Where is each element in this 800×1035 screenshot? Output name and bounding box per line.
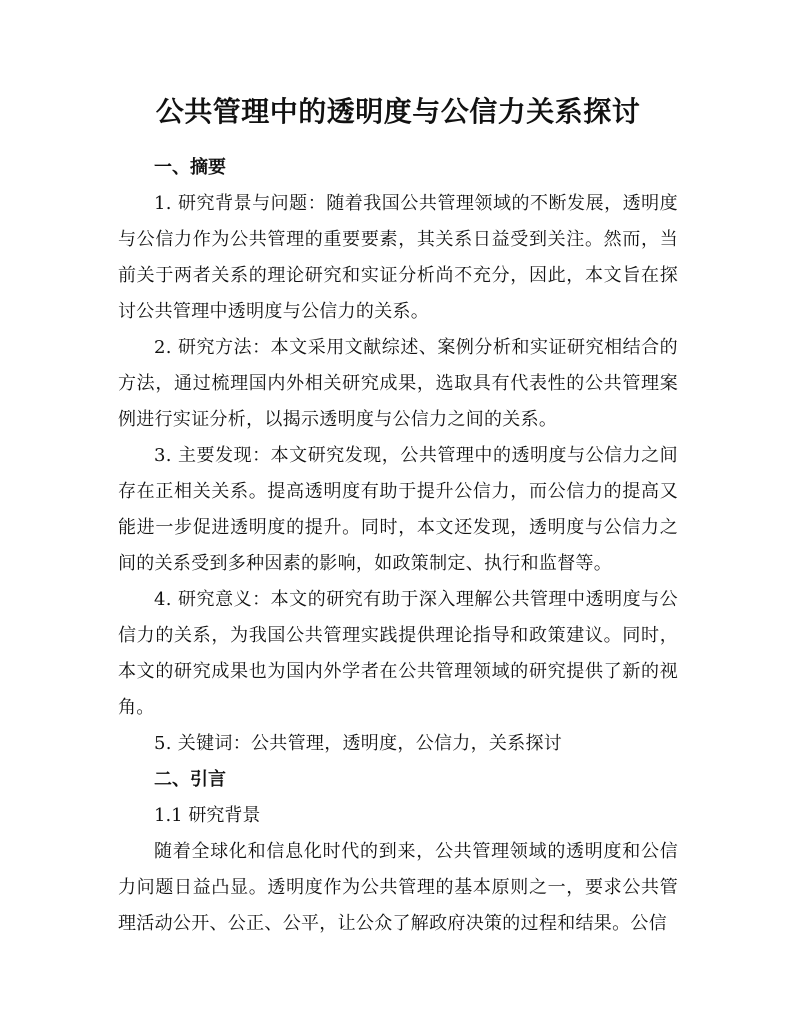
abstract-item-keywords: 5. 关键词：公共管理，透明度，公信力，关系探讨 [154,733,563,754]
section-heading-intro: 二、引言 [154,769,226,790]
section-heading-abstract: 一、摘要 [154,157,226,178]
document-page [118,88,678,942]
document-title: 公共管理中的透明度与公信力关系探讨 [155,95,641,128]
subsection-heading-background: 1.1 研究背景 [154,805,261,826]
abstract-item-significance: 4. 研究意义：本文的研究有助于深入理解公共管理中透明度与公信力的关系，为我国公共管理实践提供理论指导和政策建议。同时，本文的研究成果也为国内外学者在公共管理领域的研究提供了新的视角。 [118,589,678,718]
abstract-item-background: 1. 研究背景与问题：随着我国公共管理领域的不断发展，透明度与公信力作为公共管理的重要要素，其关系日益受到关注。然而，当前关于两者关系的理论研究和实证分析尚不充分，因此，本文旨在探讨公共管理中透明度与公信力的关系。 [118,193,678,322]
abstract-item-method: 2. 研究方法：本文采用文献综述、案例分析和实证研究相结合的方法，通过梳理国内外相关研究成果，选取具有代表性的公共管理案例进行实证分析，以揭示透明度与公信力之间的关系。 [118,337,678,430]
intro-paragraph: 随着全球化和信息化时代的到来，公共管理领域的透明度和公信力问题日益凸显。透明度作为公共管理的基本原则之一，要求公共管理活动公开、公正、公平，让公众了解政府决策的过程和结果。公信 [118,841,678,934]
abstract-item-findings: 3. 主要发现：本文研究发现，公共管理中的透明度与公信力之间存在正相关关系。提高透明度有助于提升公信力，而公信力的提高又能进一步促进透明度的提升。同时，本文还发现，透明度与公信力之间的关系受到多种因素的影响，如政策制定、执行和监督等。 [118,445,678,574]
